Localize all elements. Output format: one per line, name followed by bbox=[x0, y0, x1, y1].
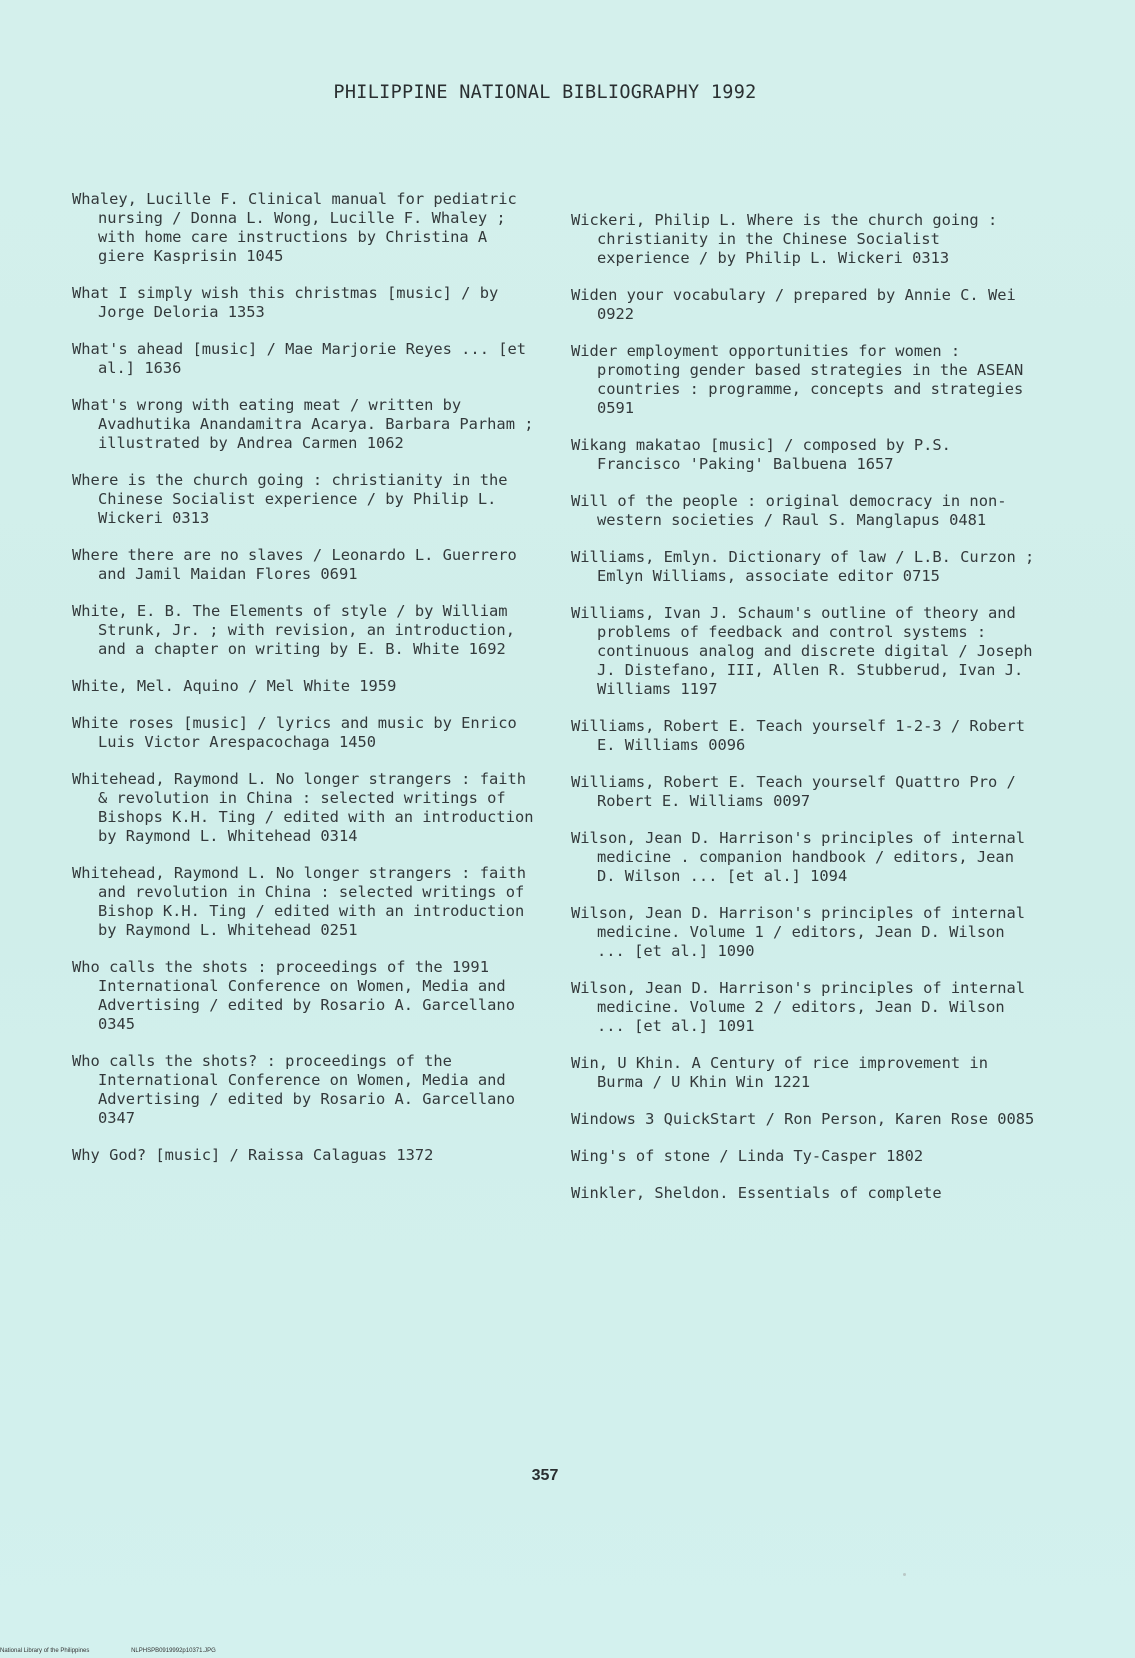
page-header: PHILIPPINE NATIONAL BIBLIOGRAPHY 1992 bbox=[333, 82, 757, 103]
entry-text: Wider employment opportunities for women : promoting gender based strategies in the ASEAN countries : programme, concepts and strategies bbox=[571, 342, 1024, 398]
entry bbox=[72, 396, 542, 453]
entry-text: Who calls the shots : proceedings of the 1991 International Conference on Women, Media and Advertising / edited by Rosario A. Garcellano bbox=[72, 958, 515, 1014]
entry-text: Whitehead, Raymond L. No longer strangers : faith & revolution in China : selected writings of Bishops K.H. Ting / edited with an introduction by Raymond L. Whitehead bbox=[72, 770, 534, 845]
entry bbox=[571, 492, 1041, 530]
entry-code: 0313 bbox=[912, 249, 950, 267]
entry-code: 0314 bbox=[320, 827, 358, 845]
entry bbox=[571, 773, 1041, 811]
entry-code: 1692 bbox=[468, 640, 506, 658]
entry-text: Windows 3 QuickStart / Ron Person, Karen Rose bbox=[571, 1110, 988, 1128]
entry-text: Why God? [music] / Raissa Calaguas bbox=[72, 1146, 388, 1164]
entry bbox=[571, 286, 1041, 324]
footer-file: NLPHSPB0919992p10371.JPG bbox=[131, 1648, 216, 1654]
entry-text: Wilson, Jean D. Harrison's principles of internal medicine. Volume 2 / editors, Jean D. Wilson ... [et al.] bbox=[571, 979, 1026, 1035]
entry bbox=[72, 677, 542, 696]
entry-text: Wikang makatao [music] / composed by P.S. Francisco 'Paking' Balbuena bbox=[571, 436, 951, 473]
entry-text: Williams, Emlyn. Dictionary of law / L.B. Curzon ; Emlyn Williams, associate editor bbox=[571, 548, 1035, 585]
entry-code: 0591 bbox=[597, 399, 635, 417]
entry-code: 1221 bbox=[773, 1073, 811, 1091]
entry bbox=[72, 714, 542, 752]
entry bbox=[571, 904, 1041, 961]
entry-text: White roses [music] / lyrics and music by Enrico Luis Victor Arespacochaga bbox=[72, 714, 517, 751]
entry-text: Williams, Robert E. Teach yourself 1-2-3 / Robert E. Williams bbox=[571, 717, 1026, 754]
entry-code: 1197 bbox=[680, 680, 718, 698]
entry-text: What's ahead [music] / Mae Marjorie Reyes ... [et al.] bbox=[72, 340, 527, 377]
entry-text: Where there are no slaves / Leonardo L. Guerrero and Jamil Maidan Flores bbox=[72, 546, 517, 583]
entry-text: White, Mel. Aquino / Mel White bbox=[72, 677, 350, 695]
entry bbox=[72, 546, 542, 584]
entry-code: 0715 bbox=[902, 567, 940, 585]
entry-code: 0691 bbox=[320, 565, 358, 583]
entry-code: 1657 bbox=[856, 455, 894, 473]
left-column bbox=[72, 190, 542, 1183]
entry-code: 1802 bbox=[886, 1147, 924, 1165]
page-number: 357 bbox=[531, 1467, 559, 1484]
entry-text: Where is the church going : christianity in the Chinese Socialist experience / by Philip L. Wickeri bbox=[72, 471, 508, 527]
entry bbox=[571, 211, 1041, 268]
entry-code: 0097 bbox=[773, 792, 811, 810]
entry bbox=[571, 1054, 1041, 1092]
entry bbox=[571, 717, 1041, 755]
entry-code: 0313 bbox=[172, 509, 210, 527]
entry-text: Will of the people : original democracy in non-western societies / Raul S. Manglapus bbox=[571, 492, 1007, 529]
entry-text: Win, U Khin. A Century of rice improvement in Burma / U Khin Win bbox=[571, 1054, 988, 1091]
entry-text: Williams, Ivan J. Schaum's outline of theory and problems of feedback and control systems : continuous analog and discrete digital / Joseph J. Distefano, III, Allen R. Stubberud, Ivan J. Williams bbox=[571, 604, 1033, 698]
entry-text: Wilson, Jean D. Harrison's principles of internal medicine. Volume 1 / editors, Jean D. Wilson ... [et al.] bbox=[571, 904, 1026, 960]
entry-code: 1636 bbox=[144, 359, 182, 377]
entry-text: What I simply wish this christmas [music] / by Jorge Deloria bbox=[72, 284, 499, 321]
right-column bbox=[571, 211, 1041, 1221]
entry bbox=[571, 1147, 1041, 1166]
entry bbox=[571, 342, 1041, 418]
entry-code: 0345 bbox=[98, 1015, 136, 1033]
entry-code: 0347 bbox=[98, 1109, 136, 1127]
entry-code: 0251 bbox=[320, 921, 358, 939]
entry bbox=[72, 602, 542, 659]
entry-text: Wing's of stone / Linda Ty-Casper bbox=[571, 1147, 877, 1165]
entry-text: Whitehead, Raymond L. No longer strangers : faith and revolution in China : selected writings of Bishop K.H. Ting / edited with an introduction by Raymond L. Whitehead bbox=[72, 864, 527, 939]
entry-code: 0096 bbox=[708, 736, 746, 754]
entry-text: Widen your vocabulary / prepared by Annie C. Wei bbox=[571, 286, 1016, 304]
entry-text: What's wrong with eating meat / written by Avadhutika Anandamitra Acarya. Barbara Parham ; illustrated by Andrea Carmen bbox=[72, 396, 534, 452]
entry bbox=[571, 829, 1041, 886]
entry-code: 1091 bbox=[717, 1017, 755, 1035]
entry-code: 0085 bbox=[997, 1110, 1035, 1128]
entry bbox=[571, 436, 1041, 474]
entry-code: 1094 bbox=[810, 867, 848, 885]
entry bbox=[72, 190, 542, 266]
entry-code: 1045 bbox=[246, 247, 284, 265]
entry bbox=[571, 604, 1041, 699]
entry-text: Winkler, Sheldon. Essentials of complete bbox=[571, 1184, 942, 1202]
entry bbox=[72, 864, 542, 940]
entry-text: Whaley, Lucille F. Clinical manual for pediatric nursing / Donna L. Wong, Lucille F. Whaley ; with home care instructions by Christina A giere Kasprisin bbox=[72, 190, 517, 265]
entry-text: Wickeri, Philip L. Where is the church going : christianity in the Chinese Socialist experience / by Philip L. Wickeri bbox=[571, 211, 998, 267]
entry-text: White, E. B. The Elements of style / by William Strunk, Jr. ; with revision, an introduction, and a chapter on writing by E. B. White bbox=[72, 602, 515, 658]
footer-library: National Library of the Philippines bbox=[0, 1648, 90, 1654]
scan-speck bbox=[903, 1573, 906, 1576]
entry-code: 1090 bbox=[717, 942, 755, 960]
entry-code: 1372 bbox=[396, 1146, 434, 1164]
entry bbox=[571, 1184, 1041, 1203]
entry bbox=[72, 1146, 542, 1165]
entry-code: 0922 bbox=[597, 305, 635, 323]
entry-code: 1959 bbox=[359, 677, 397, 695]
entry bbox=[571, 979, 1041, 1036]
entry bbox=[72, 284, 542, 322]
scan-footer bbox=[0, 1648, 256, 1654]
entry bbox=[72, 471, 542, 528]
entry bbox=[72, 770, 542, 846]
entry-text: Wilson, Jean D. Harrison's principles of internal medicine . companion handbook / editors, Jean D. Wilson ... [et al.] bbox=[571, 829, 1026, 885]
entry bbox=[72, 958, 542, 1034]
entry-text: Who calls the shots? : proceedings of the International Conference on Women, Media and Advertising / edited by Rosario A. Garcellano bbox=[72, 1052, 515, 1108]
entry-code: 1450 bbox=[338, 733, 377, 751]
entry bbox=[571, 1110, 1041, 1129]
entry bbox=[571, 548, 1041, 586]
entry bbox=[72, 1052, 542, 1128]
entry bbox=[72, 340, 542, 378]
entry-code: 0481 bbox=[949, 511, 987, 529]
entry-code: 1062 bbox=[366, 434, 404, 452]
entry-code: 1353 bbox=[227, 303, 265, 321]
entry-text: Williams, Robert E. Teach yourself Quattro Pro / Robert E. Williams bbox=[571, 773, 1016, 810]
